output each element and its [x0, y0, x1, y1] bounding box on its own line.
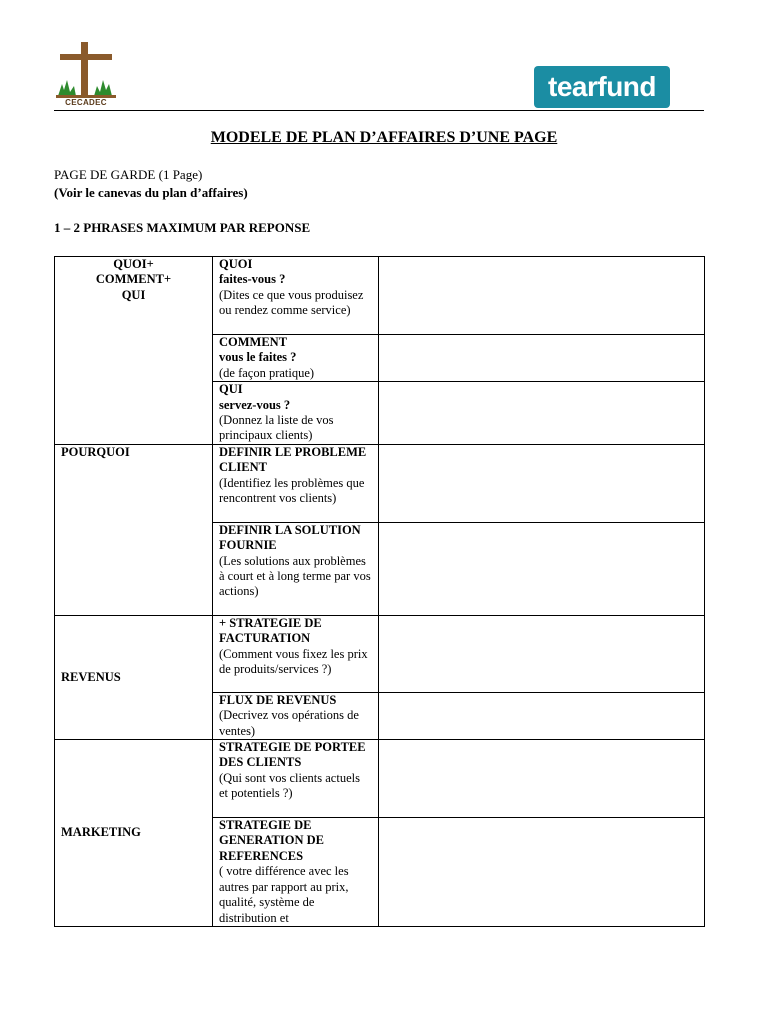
question-title: DEFINIR LA SOLUTION FOURNIE: [219, 522, 361, 553]
question-description: (Qui sont vos clients actuels et potentiels ?): [219, 770, 360, 801]
question-description: (Les solutions aux problèmes à court et à long terme par vos actions): [219, 553, 371, 599]
business-plan-table: [54, 256, 705, 927]
question-cell: [213, 444, 379, 522]
document-header: [54, 40, 704, 111]
question-description: (Donnez la liste de vos principaux clients): [219, 413, 334, 443]
cecadec-logo: [54, 40, 118, 108]
cover-page-note: (Voir le canevas du plan d’affaires): [54, 185, 248, 200]
answer-cell[interactable]: [379, 335, 705, 382]
question-title: FLUX DE REVENUS: [219, 692, 337, 707]
category-quoi-comment-qui: QUOI+ COMMENT+ QUI: [55, 257, 213, 445]
answer-cell[interactable]: [379, 444, 705, 522]
category-pourquoi: POURQUOI: [55, 444, 213, 615]
category-revenus: REVENUS: [55, 615, 213, 739]
question-description: (Dites ce que vous produisez ou rendez comme service): [219, 287, 364, 318]
question-description: (Decrivez vos opérations de ventes): [219, 708, 359, 738]
question-title: QUI servez-vous ?: [219, 382, 291, 412]
question-title: + STRATEGIE DE FACTURATION: [219, 615, 322, 646]
question-cell: [213, 818, 379, 927]
instruction-text: 1 – 2 PHRASES MAXIMUM PAR REPONSE: [54, 220, 311, 235]
category-marketing: MARKETING: [55, 740, 213, 927]
question-title: STRATEGIE DE GENERATION DE REFERENCES: [219, 818, 324, 863]
table-row: [55, 257, 705, 335]
question-description: (Comment vous fixez les prix de produits/services ?): [219, 646, 368, 677]
answer-cell[interactable]: [379, 522, 705, 615]
question-cell: [213, 522, 379, 615]
cecadec-logo-text: CECADEC: [65, 98, 107, 107]
answer-cell[interactable]: [379, 818, 705, 927]
tearfund-logo: tearfund: [534, 66, 670, 108]
table-row: [55, 740, 705, 818]
question-description: (de façon pratique): [219, 365, 315, 380]
cover-page-line: PAGE DE GARDE (1 Page): [54, 167, 203, 182]
answer-cell[interactable]: [379, 382, 705, 445]
page-title: MODELE DE PLAN D’AFFAIRES D’UNE PAGE: [210, 129, 558, 146]
question-cell: [213, 615, 379, 692]
answer-cell[interactable]: [379, 615, 705, 692]
cross-logo-icon: [54, 40, 118, 100]
question-cell: [213, 740, 379, 818]
question-title: DEFINIR LE PROBLEME CLIENT: [219, 444, 367, 475]
question-title: STRATEGIE DE PORTEE DES CLIENTS: [219, 740, 366, 770]
answer-cell[interactable]: [379, 257, 705, 335]
question-cell: [213, 382, 379, 445]
question-title: QUOI faites-vous ?: [219, 257, 286, 287]
table-row: [55, 615, 705, 692]
question-description: ( votre différence avec les autres par rapport au prix, qualité, système de distribution et: [219, 864, 349, 925]
question-cell: [213, 335, 379, 382]
question-cell: [213, 257, 379, 335]
answer-cell[interactable]: [379, 692, 705, 739]
question-cell: [213, 692, 379, 739]
question-description: (Identifiez les problèmes que rencontrent vos clients): [219, 475, 365, 506]
table-row: [55, 444, 705, 522]
question-title: COMMENT vous le faites ?: [219, 335, 297, 365]
answer-cell[interactable]: [379, 740, 705, 818]
